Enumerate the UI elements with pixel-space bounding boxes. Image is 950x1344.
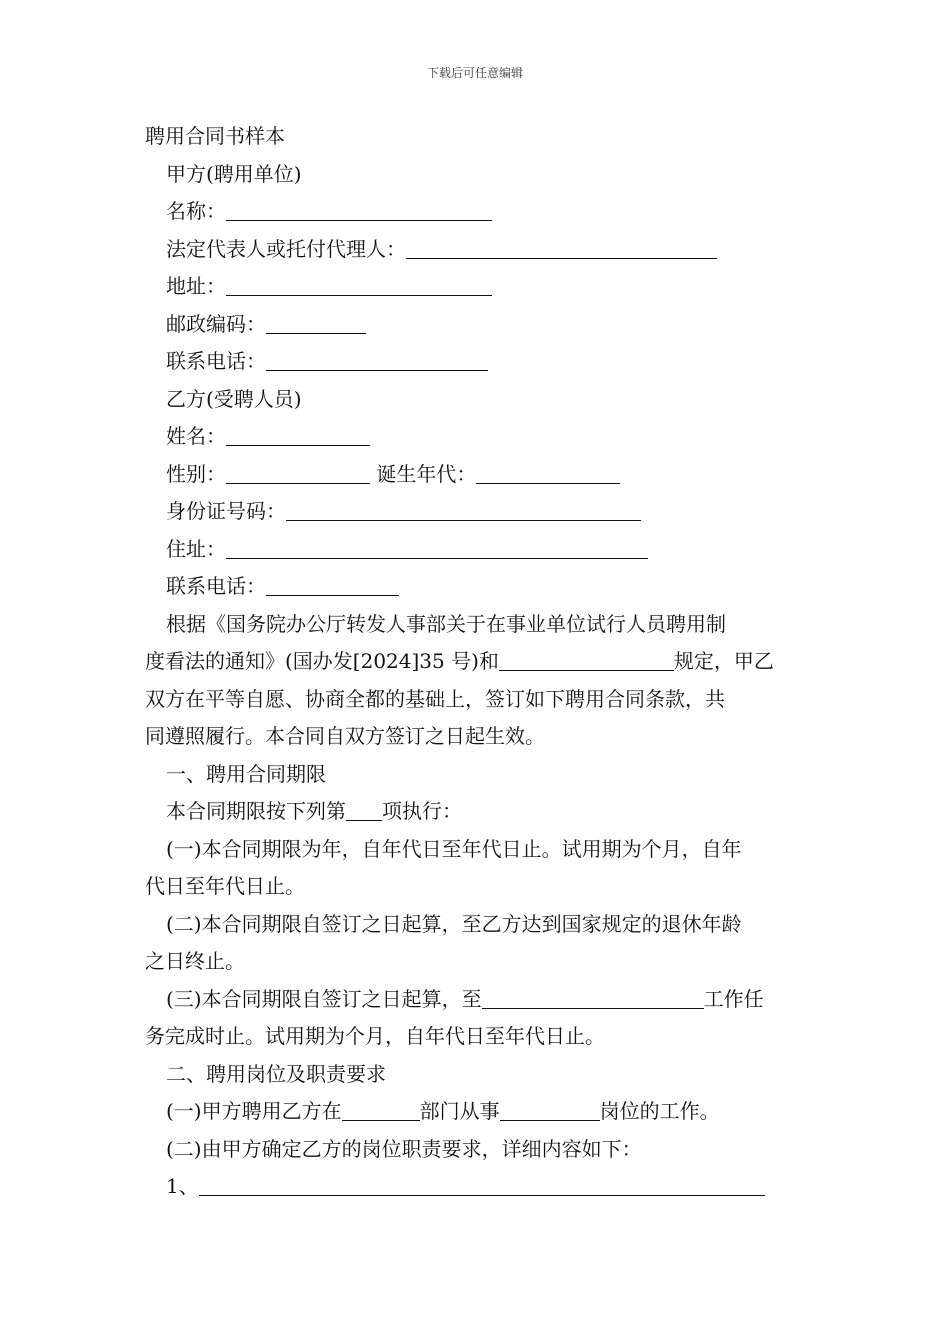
section1-intro-text: 项执行： [382,799,462,823]
department-blank[interactable] [342,1102,420,1121]
section1-item3-text: 工作任 [703,986,764,1011]
section2-item1-text: 岗位的工作。 [599,1099,720,1123]
task-blank[interactable] [482,990,704,1009]
party-b-id-label: 身份证号码： [166,499,286,523]
party-a-postcode-row [145,306,811,344]
section2-item1-text: 部门从事 [419,1099,500,1123]
document-body [145,118,811,1206]
section1-heading: 一、聘用合同期限 [166,761,326,786]
preamble-line [145,643,811,681]
section1-item3-line [145,981,811,1019]
party-a-address-row [145,268,811,306]
section1-item1-line: 代日至年代日止。 [145,874,305,898]
party-b-residence-row [145,531,811,569]
party-b-name-row [145,418,811,456]
party-b-residence-blank[interactable] [226,540,648,559]
party-a-rep-blank[interactable] [406,240,717,259]
party-a-phone-row [145,343,811,381]
party-a-heading: 甲方(聘用单位) [166,161,302,186]
position-blank[interactable] [500,1102,600,1121]
duty-blank[interactable] [199,1177,765,1196]
section2-item2: (二)由甲方确定乙方的岗位职责要求，详细内容如下： [166,1136,642,1161]
party-b-name-label: 姓名： [166,424,226,448]
preamble-line: 双方在平等自愿、协商全都的基础上，签订如下聘用合同条款，共 [145,686,725,711]
party-a-phone-blank[interactable] [266,352,488,371]
section1-intro [145,793,811,831]
section2-item1 [145,1093,811,1131]
party-b-birth-blank[interactable] [476,465,620,484]
party-b-phone-label: 联系电话： [166,574,266,598]
party-a-address-label: 地址： [166,274,226,298]
party-a-rep-row [145,231,811,269]
section2-heading: 二、聘用岗位及职责要求 [166,1061,386,1086]
party-a-name-blank[interactable] [226,202,492,221]
party-b-gender-blank[interactable] [226,465,370,484]
page-header: 下载后可任意编辑 [426,66,523,80]
party-a-postcode-blank[interactable] [266,315,366,334]
section2-item1-text: (一)甲方聘用乙方在 [166,1099,342,1123]
section1-intro-text: 本合同期限按下列第 [166,799,346,823]
party-b-id-row [145,493,811,531]
party-a-name-label: 名称： [166,199,226,223]
party-b-name-blank[interactable] [226,427,370,446]
term-option-blank[interactable] [346,802,382,821]
party-b-phone-blank[interactable] [266,577,399,596]
party-a-rep-label: 法定代表人或托付代理人： [166,236,406,261]
preamble-paragraph [145,606,811,756]
party-b-residence-label: 住址： [166,536,226,561]
section1-item2-line: 之日终止。 [145,949,245,973]
party-b-gender-label: 性别： [166,461,226,486]
regulation-blank[interactable] [499,652,674,671]
party-b-birth-label: 诞生年代： [376,461,477,486]
preamble-text: 度看法的通知》(国办发[2024]35 号)和 [145,649,499,673]
section1-item3-text: (三)本合同期限自签订之日起算，至 [166,986,482,1011]
party-b-gender-row [145,456,811,494]
preamble-line: 根据《国务院办公厅转发人事部关于在事业单位试行人员聘用制 [166,611,726,636]
section2-list-item [145,1168,811,1206]
party-a-name-row [145,193,811,231]
document-title: 聘用合同书样本 [145,124,285,148]
party-b-id-blank[interactable] [286,502,641,521]
party-b-phone-row [145,568,811,606]
section1-item3-line: 务完成时止。试用期为个月，自年代日至年代日止。 [145,1024,605,1048]
list-number: 1、 [166,1174,199,1198]
party-a-postcode-label: 邮政编码： [166,311,266,336]
party-a-address-blank[interactable] [226,277,492,296]
party-a-phone-label: 联系电话： [166,349,266,373]
section1-item2-line: (二)本合同期限自签订之日起算，至乙方达到国家规定的退休年龄 [166,911,742,936]
section1-item1-line: (一)本合同期限为年，自年代日至年代日止。试用期为个月，自年 [166,836,742,861]
party-b-heading: 乙方(受聘人员) [166,386,302,411]
preamble-line: 同遵照履行。本合同自双方签订之日起生效。 [145,724,545,748]
preamble-text: 规定，甲乙 [673,649,774,673]
